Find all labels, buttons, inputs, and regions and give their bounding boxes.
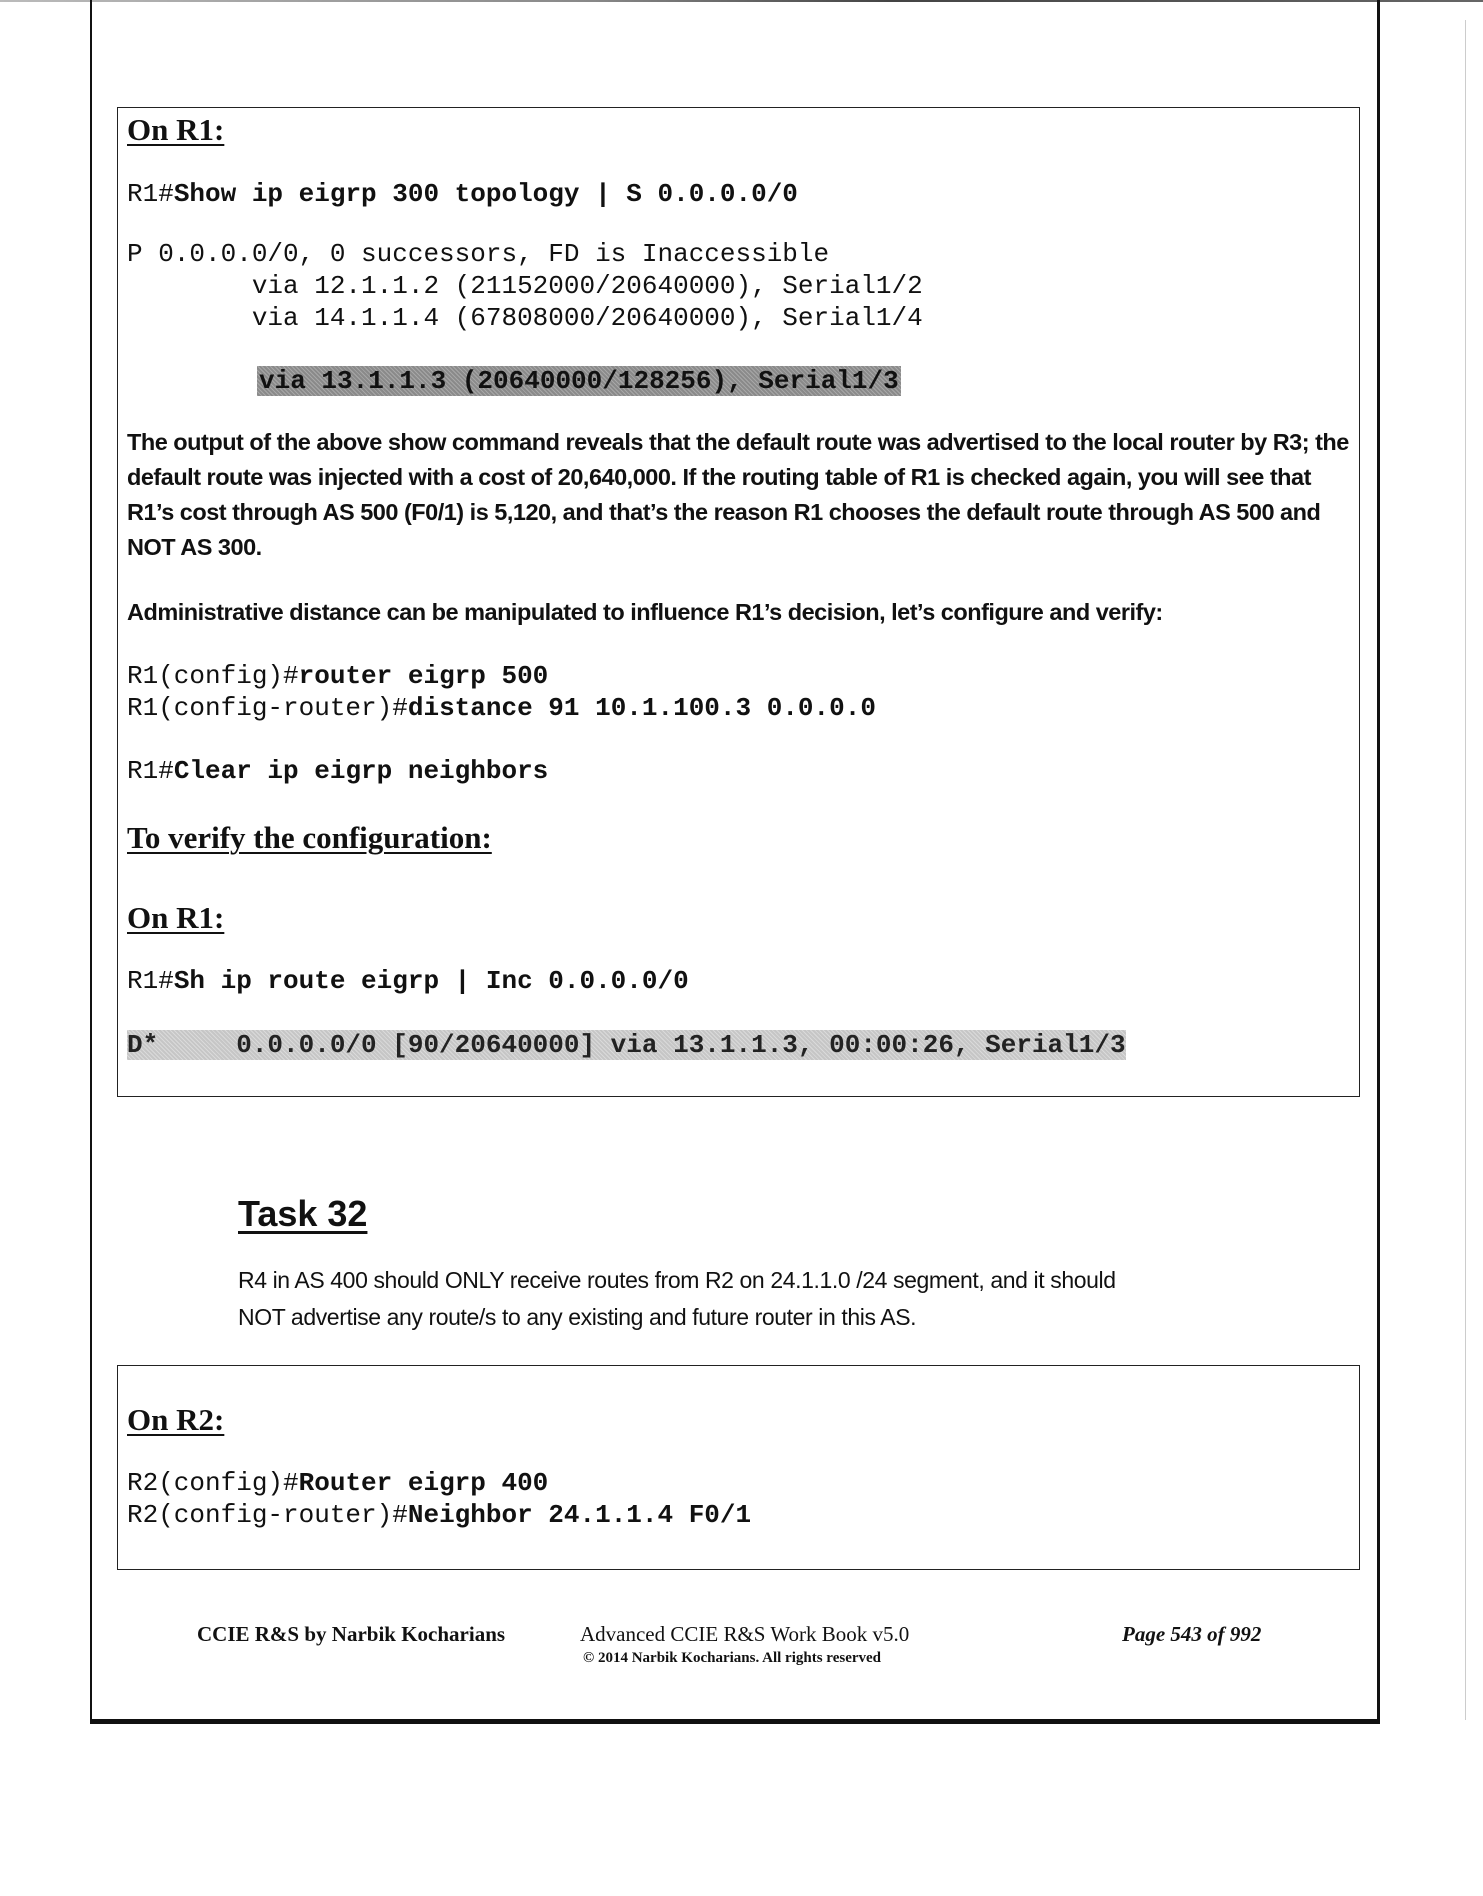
- task-description-line-1: R4 in AS 400 should ONLY receive routes from R2 on 24.1.1.0 /24 segment, and it should: [238, 1267, 1116, 1293]
- r2-config-line-1: [127, 1467, 548, 1499]
- scan-right-edge: [1465, 20, 1466, 1720]
- footer-copyright: © 2014 Narbik Kocharians. All rights reserved: [583, 1650, 882, 1666]
- config-prompt: R2(config)#: [127, 1468, 299, 1498]
- footer-book-title: Advanced CCIE R&S Work Book v5.0: [580, 1622, 910, 1646]
- task-title: Task 32: [238, 1193, 368, 1234]
- command-prompt: R1#: [127, 756, 174, 786]
- highlighted-route-text: via 13.1.1.3 (20640000/128256), Serial1/3: [259, 366, 899, 396]
- task-description-line-2: NOT advertise any route/s to any existing and future router in this AS.: [238, 1304, 917, 1330]
- command-text: Clear ip eigrp neighbors: [173, 756, 549, 786]
- topology-output-line-1: P 0.0.0.0/0, 0 successors, FD is Inaccessible: [127, 239, 830, 269]
- highlighted-output-line: [257, 365, 901, 397]
- clear-command-line: [127, 755, 548, 787]
- config-command: router eigrp 500: [298, 661, 549, 691]
- administrative-distance-note: Administrative distance can be manipulated to influence R1’s decision, let’s configure and verify:: [127, 599, 1163, 625]
- config-line-2: [127, 692, 876, 724]
- highlighted-route-text: D* 0.0.0.0/0 [90/20640000] via 13.1.1.3, 00:00:26, Serial1/3: [127, 1030, 1126, 1060]
- footer-page-number: Page 543 of 992: [1122, 1622, 1262, 1646]
- verify-sub-heading-on-r1: On R1:: [127, 900, 225, 935]
- verify-command-line: [127, 965, 689, 997]
- command-prompt: R1#: [127, 966, 174, 996]
- footer-author: CCIE R&S by Narbik Kocharians: [197, 1622, 506, 1646]
- config-command: Neighbor 24.1.1.4 F0/1: [407, 1500, 752, 1530]
- config-prompt: R1(config-router)#: [127, 693, 408, 723]
- config-command: distance 91 10.1.100.3 0.0.0.0: [407, 693, 876, 723]
- command-text: Sh ip route eigrp | Inc 0.0.0.0/0: [173, 966, 689, 996]
- config-prompt: R2(config-router)#: [127, 1500, 408, 1530]
- command-prompt: R1#: [127, 179, 174, 209]
- section-heading-on-r1: On R1:: [127, 112, 225, 147]
- verify-heading: To verify the configuration:: [127, 820, 492, 855]
- section-heading-on-r2: On R2:: [127, 1402, 225, 1437]
- config-line-1: [127, 660, 548, 692]
- topology-output-line-3: via 14.1.1.4 (67808000/20640000), Serial1/4: [127, 303, 923, 333]
- verify-output-line: [127, 1029, 1126, 1061]
- show-command-line: [127, 178, 798, 210]
- config-prompt: R1(config)#: [127, 661, 299, 691]
- topology-output-line-2: via 12.1.1.2 (21152000/20640000), Serial1/2: [127, 271, 923, 301]
- r2-config-line-2: [127, 1499, 751, 1531]
- explanation-paragraph: The output of the above show command reveals that the default route was advertised to the local router by R3; the default route was injected with a cost of 20,640,000. If the routing table of R1 is checked again, you will see that R1’s cost through AS 500 (F0/1) is 5,120, and that’s the reason R1 chooses the default route through AS 500 and NOT AS 300.: [127, 429, 1349, 560]
- config-command: Router eigrp 400: [298, 1468, 549, 1498]
- command-text: Show ip eigrp 300 topology | S 0.0.0.0/0: [173, 179, 798, 209]
